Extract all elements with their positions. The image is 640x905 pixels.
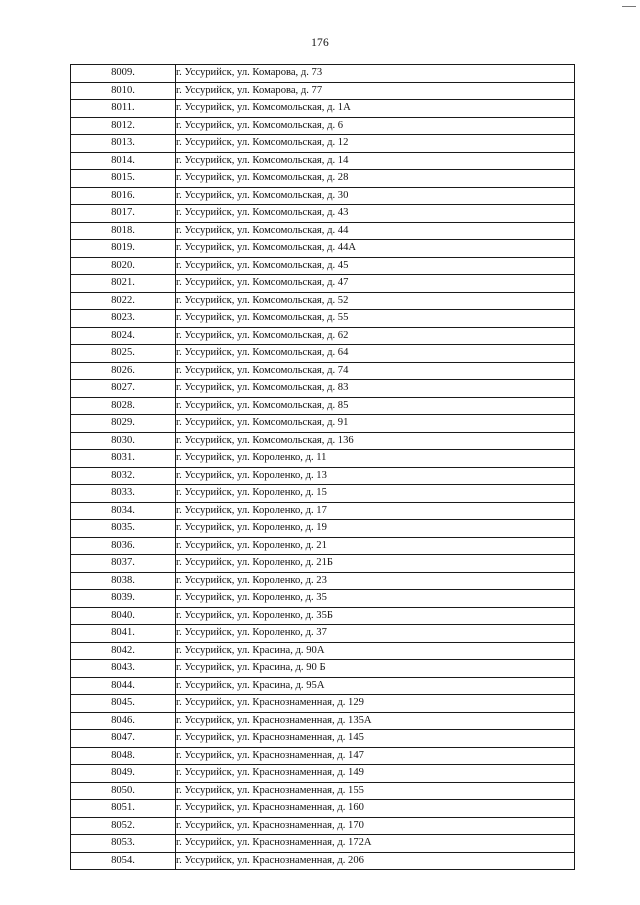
table-row — [71, 502, 575, 520]
row-address: г. Уссурийск, ул. Краснознаменная, д. 170 — [176, 817, 575, 835]
row-address: г. Уссурийск, ул. Комсомольская, д. 62 — [176, 327, 575, 345]
row-number: 8049. — [71, 765, 176, 783]
table-row — [71, 520, 575, 538]
row-address: г. Уссурийск, ул. Комсомольская, д. 91 — [176, 415, 575, 433]
row-number: 8042. — [71, 642, 176, 660]
table-row — [71, 782, 575, 800]
row-number: 8046. — [71, 712, 176, 730]
page-number: 176 — [311, 37, 329, 49]
table-row — [71, 607, 575, 625]
row-number: 8023. — [71, 310, 176, 328]
row-number: 8028. — [71, 397, 176, 415]
row-number: 8053. — [71, 835, 176, 853]
table-row — [71, 677, 575, 695]
row-number: 8040. — [71, 607, 176, 625]
row-address: г. Уссурийск, ул. Комсомольская, д. 47 — [176, 275, 575, 293]
row-address: г. Уссурийск, ул. Красина, д. 95А — [176, 677, 575, 695]
row-address: г. Уссурийск, ул. Комсомольская, д. 136 — [176, 432, 575, 450]
row-number: 8043. — [71, 660, 176, 678]
table-row — [71, 450, 575, 468]
table-row — [71, 555, 575, 573]
table-row — [71, 310, 575, 328]
row-number: 8009. — [71, 65, 176, 83]
row-number: 8024. — [71, 327, 176, 345]
table-row — [71, 117, 575, 135]
table-row — [71, 240, 575, 258]
table-row — [71, 467, 575, 485]
row-number: 8038. — [71, 572, 176, 590]
table-row — [71, 817, 575, 835]
row-address: г. Уссурийск, ул. Комсомольская, д. 1А — [176, 100, 575, 118]
row-number: 8034. — [71, 502, 176, 520]
table-row — [71, 292, 575, 310]
table-row — [71, 222, 575, 240]
address-table-body — [71, 65, 575, 870]
row-address: г. Уссурийск, ул. Короленко, д. 23 — [176, 572, 575, 590]
table-row — [71, 800, 575, 818]
row-address: г. Уссурийск, ул. Короленко, д. 11 — [176, 450, 575, 468]
row-number: 8011. — [71, 100, 176, 118]
row-address: г. Уссурийск, ул. Комсомольская, д. 6 — [176, 117, 575, 135]
row-address: г. Уссурийск, ул. Комсомольская, д. 64 — [176, 345, 575, 363]
row-address: г. Уссурийск, ул. Короленко, д. 19 — [176, 520, 575, 538]
row-address: г. Уссурийск, ул. Краснознаменная, д. 147 — [176, 747, 575, 765]
row-address: г. Уссурийск, ул. Комсомольская, д. 52 — [176, 292, 575, 310]
table-row — [71, 170, 575, 188]
row-address: г. Уссурийск, ул. Краснознаменная, д. 172А — [176, 835, 575, 853]
row-address: г. Уссурийск, ул. Короленко, д. 21Б — [176, 555, 575, 573]
table-row — [71, 415, 575, 433]
row-address: г. Уссурийск, ул. Краснознаменная, д. 145 — [176, 730, 575, 748]
table-row — [71, 397, 575, 415]
row-address: г. Уссурийск, ул. Короленко, д. 13 — [176, 467, 575, 485]
row-number: 8027. — [71, 380, 176, 398]
row-address: г. Уссурийск, ул. Краснознаменная, д. 149 — [176, 765, 575, 783]
table-row — [71, 537, 575, 555]
row-number: 8044. — [71, 677, 176, 695]
row-number: 8052. — [71, 817, 176, 835]
row-address: г. Уссурийск, ул. Комсомольская, д. 28 — [176, 170, 575, 188]
row-number: 8014. — [71, 152, 176, 170]
row-address: г. Уссурийск, ул. Комсомольская, д. 43 — [176, 205, 575, 223]
table-row — [71, 660, 575, 678]
table-row — [71, 152, 575, 170]
row-address: г. Уссурийск, ул. Короленко, д. 17 — [176, 502, 575, 520]
row-number: 8029. — [71, 415, 176, 433]
row-address: г. Уссурийск, ул. Короленко, д. 21 — [176, 537, 575, 555]
row-address: г. Уссурийск, ул. Комсомольская, д. 44 — [176, 222, 575, 240]
table-row — [71, 135, 575, 153]
row-number: 8018. — [71, 222, 176, 240]
row-address: г. Уссурийск, ул. Красина, д. 90 Б — [176, 660, 575, 678]
table-row — [71, 572, 575, 590]
row-address: г. Уссурийск, ул. Краснознаменная, д. 155 — [176, 782, 575, 800]
row-number: 8045. — [71, 695, 176, 713]
row-number: 8033. — [71, 485, 176, 503]
row-number: 8037. — [71, 555, 176, 573]
row-address: г. Уссурийск, ул. Комарова, д. 73 — [176, 65, 575, 83]
row-address: г. Уссурийск, ул. Комсомольская, д. 44А — [176, 240, 575, 258]
table-row — [71, 257, 575, 275]
row-number: 8012. — [71, 117, 176, 135]
row-number: 8013. — [71, 135, 176, 153]
row-number: 8048. — [71, 747, 176, 765]
row-number: 8026. — [71, 362, 176, 380]
row-address: г. Уссурийск, ул. Комсомольская, д. 45 — [176, 257, 575, 275]
row-address: г. Уссурийск, ул. Короленко, д. 35 — [176, 590, 575, 608]
table-row — [71, 432, 575, 450]
row-number: 8015. — [71, 170, 176, 188]
row-number: 8016. — [71, 187, 176, 205]
table-row — [71, 730, 575, 748]
row-number: 8019. — [71, 240, 176, 258]
table-row — [71, 82, 575, 100]
table-row — [71, 100, 575, 118]
row-address: г. Уссурийск, ул. Комсомольская, д. 30 — [176, 187, 575, 205]
address-table — [70, 64, 575, 870]
row-address: г. Уссурийск, ул. Комарова, д. 77 — [176, 82, 575, 100]
row-address: г. Уссурийск, ул. Краснознаменная, д. 160 — [176, 800, 575, 818]
table-row — [71, 590, 575, 608]
row-number: 8054. — [71, 852, 176, 870]
row-address: г. Уссурийск, ул. Комсомольская, д. 85 — [176, 397, 575, 415]
row-number: 8030. — [71, 432, 176, 450]
row-address: г. Уссурийск, ул. Комсомольская, д. 12 — [176, 135, 575, 153]
table-row — [71, 765, 575, 783]
row-number: 8047. — [71, 730, 176, 748]
table-row — [71, 362, 575, 380]
row-number: 8020. — [71, 257, 176, 275]
row-number: 8051. — [71, 800, 176, 818]
table-row — [71, 327, 575, 345]
row-address: г. Уссурийск, ул. Короленко, д. 35Б — [176, 607, 575, 625]
table-row — [71, 852, 575, 870]
row-address: г. Уссурийск, ул. Краснознаменная, д. 135А — [176, 712, 575, 730]
corner-mark — [622, 6, 636, 7]
row-number: 8025. — [71, 345, 176, 363]
table-row — [71, 275, 575, 293]
row-number: 8010. — [71, 82, 176, 100]
row-address: г. Уссурийск, ул. Комсомольская, д. 14 — [176, 152, 575, 170]
row-number: 8017. — [71, 205, 176, 223]
table-row — [71, 835, 575, 853]
table-row — [71, 187, 575, 205]
row-number: 8021. — [71, 275, 176, 293]
row-address: г. Уссурийск, ул. Краснознаменная, д. 206 — [176, 852, 575, 870]
row-number: 8050. — [71, 782, 176, 800]
row-number: 8022. — [71, 292, 176, 310]
table-row — [71, 625, 575, 643]
row-address: г. Уссурийск, ул. Короленко, д. 15 — [176, 485, 575, 503]
row-number: 8032. — [71, 467, 176, 485]
table-row — [71, 642, 575, 660]
row-number: 8039. — [71, 590, 176, 608]
row-address: г. Уссурийск, ул. Комсомольская, д. 83 — [176, 380, 575, 398]
row-address: г. Уссурийск, ул. Комсомольская, д. 74 — [176, 362, 575, 380]
row-address: г. Уссурийск, ул. Краснознаменная, д. 129 — [176, 695, 575, 713]
row-number: 8036. — [71, 537, 176, 555]
row-address: г. Уссурийск, ул. Короленко, д. 37 — [176, 625, 575, 643]
table-row — [71, 485, 575, 503]
row-address: г. Уссурийск, ул. Комсомольская, д. 55 — [176, 310, 575, 328]
row-number: 8035. — [71, 520, 176, 538]
row-address: г. Уссурийск, ул. Красина, д. 90А — [176, 642, 575, 660]
table-row — [71, 695, 575, 713]
row-number: 8041. — [71, 625, 176, 643]
table-row — [71, 712, 575, 730]
table-row — [71, 345, 575, 363]
table-row — [71, 205, 575, 223]
table-row — [71, 65, 575, 83]
row-number: 8031. — [71, 450, 176, 468]
table-row — [71, 747, 575, 765]
table-row — [71, 380, 575, 398]
